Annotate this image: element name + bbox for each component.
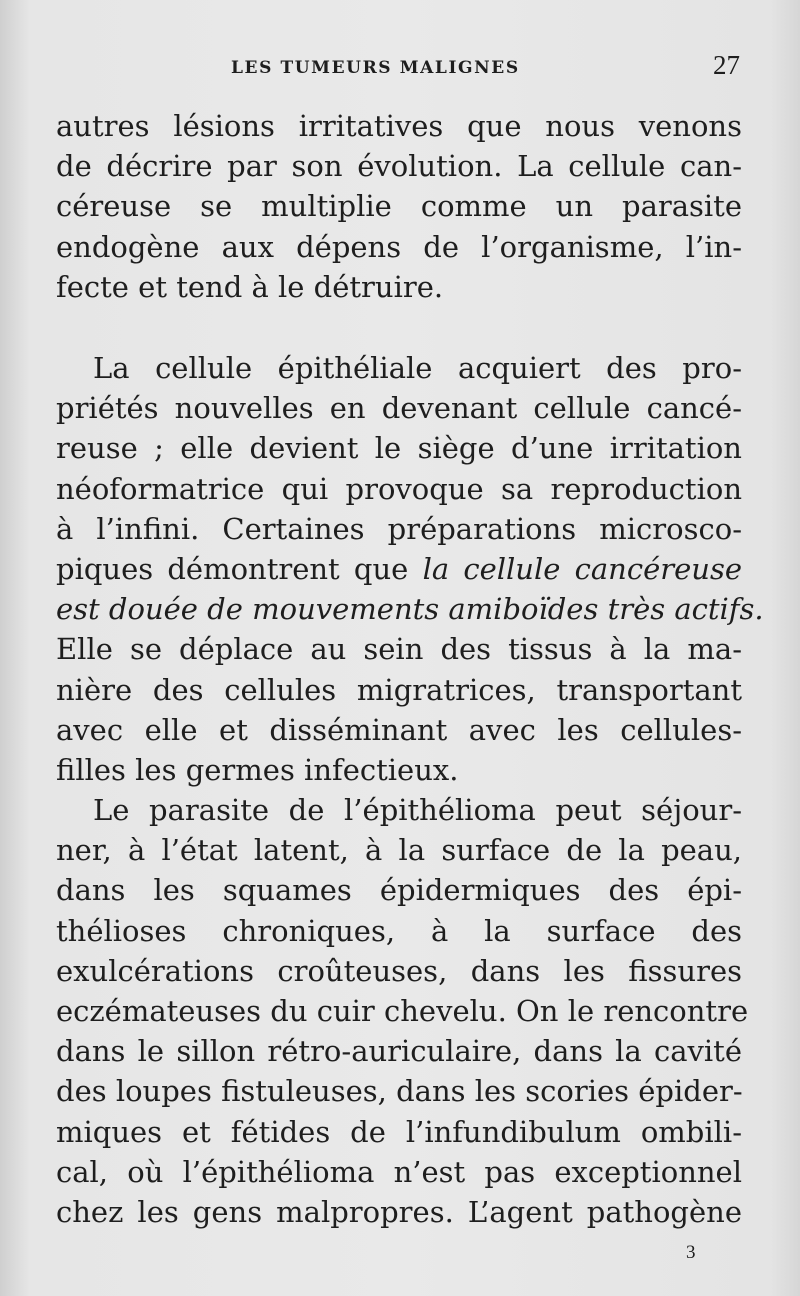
text-line: ner, à l’état latent, à la surface de la peau, [56, 833, 742, 868]
text-line: nière des cellules migratrices, transportant [56, 672, 742, 707]
italic-phrase: la cellule cancéreuse [422, 551, 742, 586]
text-line: cal, où l’épithélioma n’est pas exceptionnel [56, 1154, 742, 1189]
text-segment: piques démontrent que [56, 551, 409, 586]
text-line [56, 549, 742, 589]
running-title: LES TUMEURS MALIGNES [231, 58, 520, 78]
text-line: miques et fétides de l’infundibulum ombili- [56, 1114, 742, 1149]
text-line: de décrire par son évolution. La cellule can- [56, 149, 742, 184]
paragraph-1 [56, 106, 742, 307]
text-line: céreuse se multiplie comme un parasite [56, 189, 742, 224]
page-number: 27 [713, 50, 740, 80]
signature-mark: 3 [686, 1242, 696, 1263]
text-line: néoformatrice qui provoque sa reproduction [56, 471, 742, 506]
text-line: dans les squames épidermiques des épi- [56, 873, 742, 908]
text-line: filles les germes infectieux. [56, 752, 459, 787]
text-line: Elle se déplace au sein des tissus à la ma- [56, 632, 742, 667]
text-line: dans le sillon rétro-auriculaire, dans la cavité [56, 1034, 742, 1069]
text-line: Le parasite de l’épithélioma peut séjour- [93, 793, 742, 827]
text-line: exulcérations croûteuses, dans les fissures [56, 953, 742, 988]
text-line: priétés nouvelles en devenant cellule cancé- [56, 391, 742, 426]
text-line: endogène aux dépens de l’organisme, l’in- [56, 229, 742, 264]
text-line: avec elle et disséminant avec les cellules- [56, 712, 742, 747]
page-header [56, 52, 746, 82]
text-line: chez les gens malpropres. L’agent pathogène [56, 1194, 742, 1229]
text-line: des loupes fistuleuses, dans les scories épider- [56, 1074, 743, 1109]
paragraph-2 [56, 348, 764, 790]
text-line: autres lésions irritatives que nous venons [56, 109, 742, 143]
paragraph-3 [56, 790, 749, 1232]
text-line: La cellule épithéliale acquiert des pro- [93, 351, 742, 385]
text-line: thélioses chroniques, à la surface des [56, 913, 742, 948]
text-line: fecte et tend à le détruire. [56, 269, 444, 304]
text-line: eczémateuses du cuir chevelu. On le rencontre [56, 993, 749, 1028]
text-line: reuse ; elle devient le siège d’une irritation [56, 431, 742, 466]
text-line: à l’infini. Certaines préparations microsco- [56, 511, 742, 546]
italic-line: est douée de mouvements amiboïdes très actifs. [56, 592, 764, 627]
